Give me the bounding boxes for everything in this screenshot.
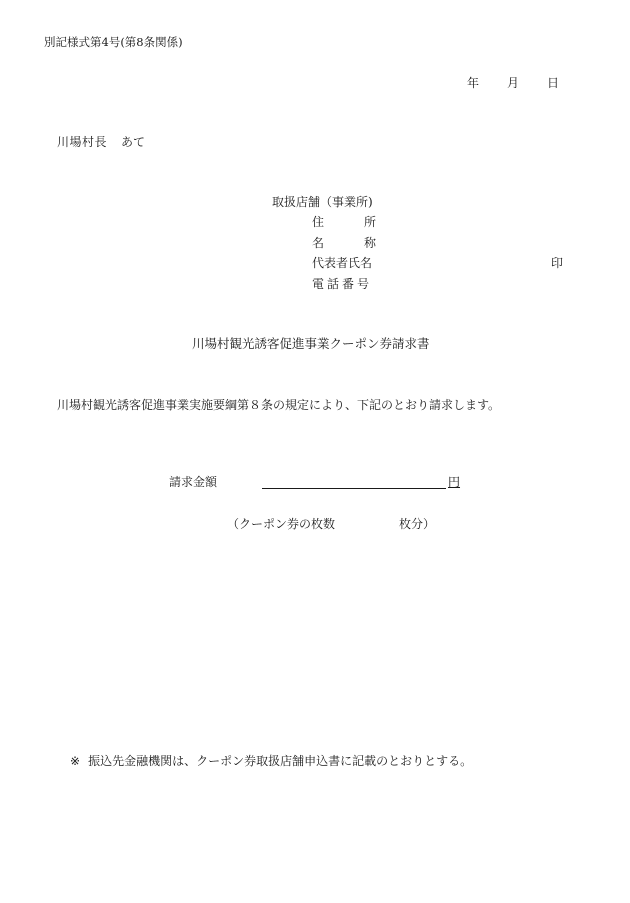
claim-amount-unit: 円 bbox=[448, 475, 461, 489]
document-title: 川場村観光誘客促進事業クーポン券請求書 bbox=[192, 336, 430, 351]
note bbox=[70, 752, 472, 769]
representative-label: 代表者氏名 bbox=[312, 256, 373, 270]
note-mark: ※ bbox=[70, 754, 81, 768]
coupon-count bbox=[227, 515, 435, 532]
address-label-char-1: 住 bbox=[312, 215, 325, 229]
phone-label: 電話番号 bbox=[312, 277, 373, 291]
addressee-suffix: あて bbox=[121, 135, 146, 149]
address-label-char-2: 所 bbox=[363, 215, 376, 229]
addressee bbox=[57, 133, 145, 150]
business-name-label-char-2: 称 bbox=[363, 236, 376, 250]
business-name-label-char-1: 名 bbox=[312, 236, 325, 250]
note-text: 振込先金融機関は、クーポン券取扱店舗申込書に記載のとおりとする。 bbox=[88, 754, 473, 768]
business-name-label bbox=[312, 234, 376, 251]
form-number: 別記様式第4号(第8条関係) bbox=[44, 35, 183, 49]
addressee-name: 川場村長 bbox=[57, 135, 108, 149]
date-day-label: 日 bbox=[547, 76, 560, 90]
applicant-heading: 取扱店舗（事業所) bbox=[272, 195, 373, 209]
claim-amount-line bbox=[262, 488, 446, 489]
coupon-count-close: 枚分） bbox=[399, 517, 436, 531]
address-label bbox=[312, 213, 376, 230]
date-year-label: 年 bbox=[467, 76, 480, 90]
coupon-count-open: （クーポン券の枚数 bbox=[227, 517, 336, 531]
date-month-label: 月 bbox=[507, 76, 520, 90]
body-text: 川場村観光誘客促進事業実施要綱第８条の規定により、下記のとおり請求します。 bbox=[57, 398, 501, 412]
seal-mark: 印 bbox=[551, 256, 564, 270]
claim-amount-label: 請求金額 bbox=[169, 475, 218, 489]
